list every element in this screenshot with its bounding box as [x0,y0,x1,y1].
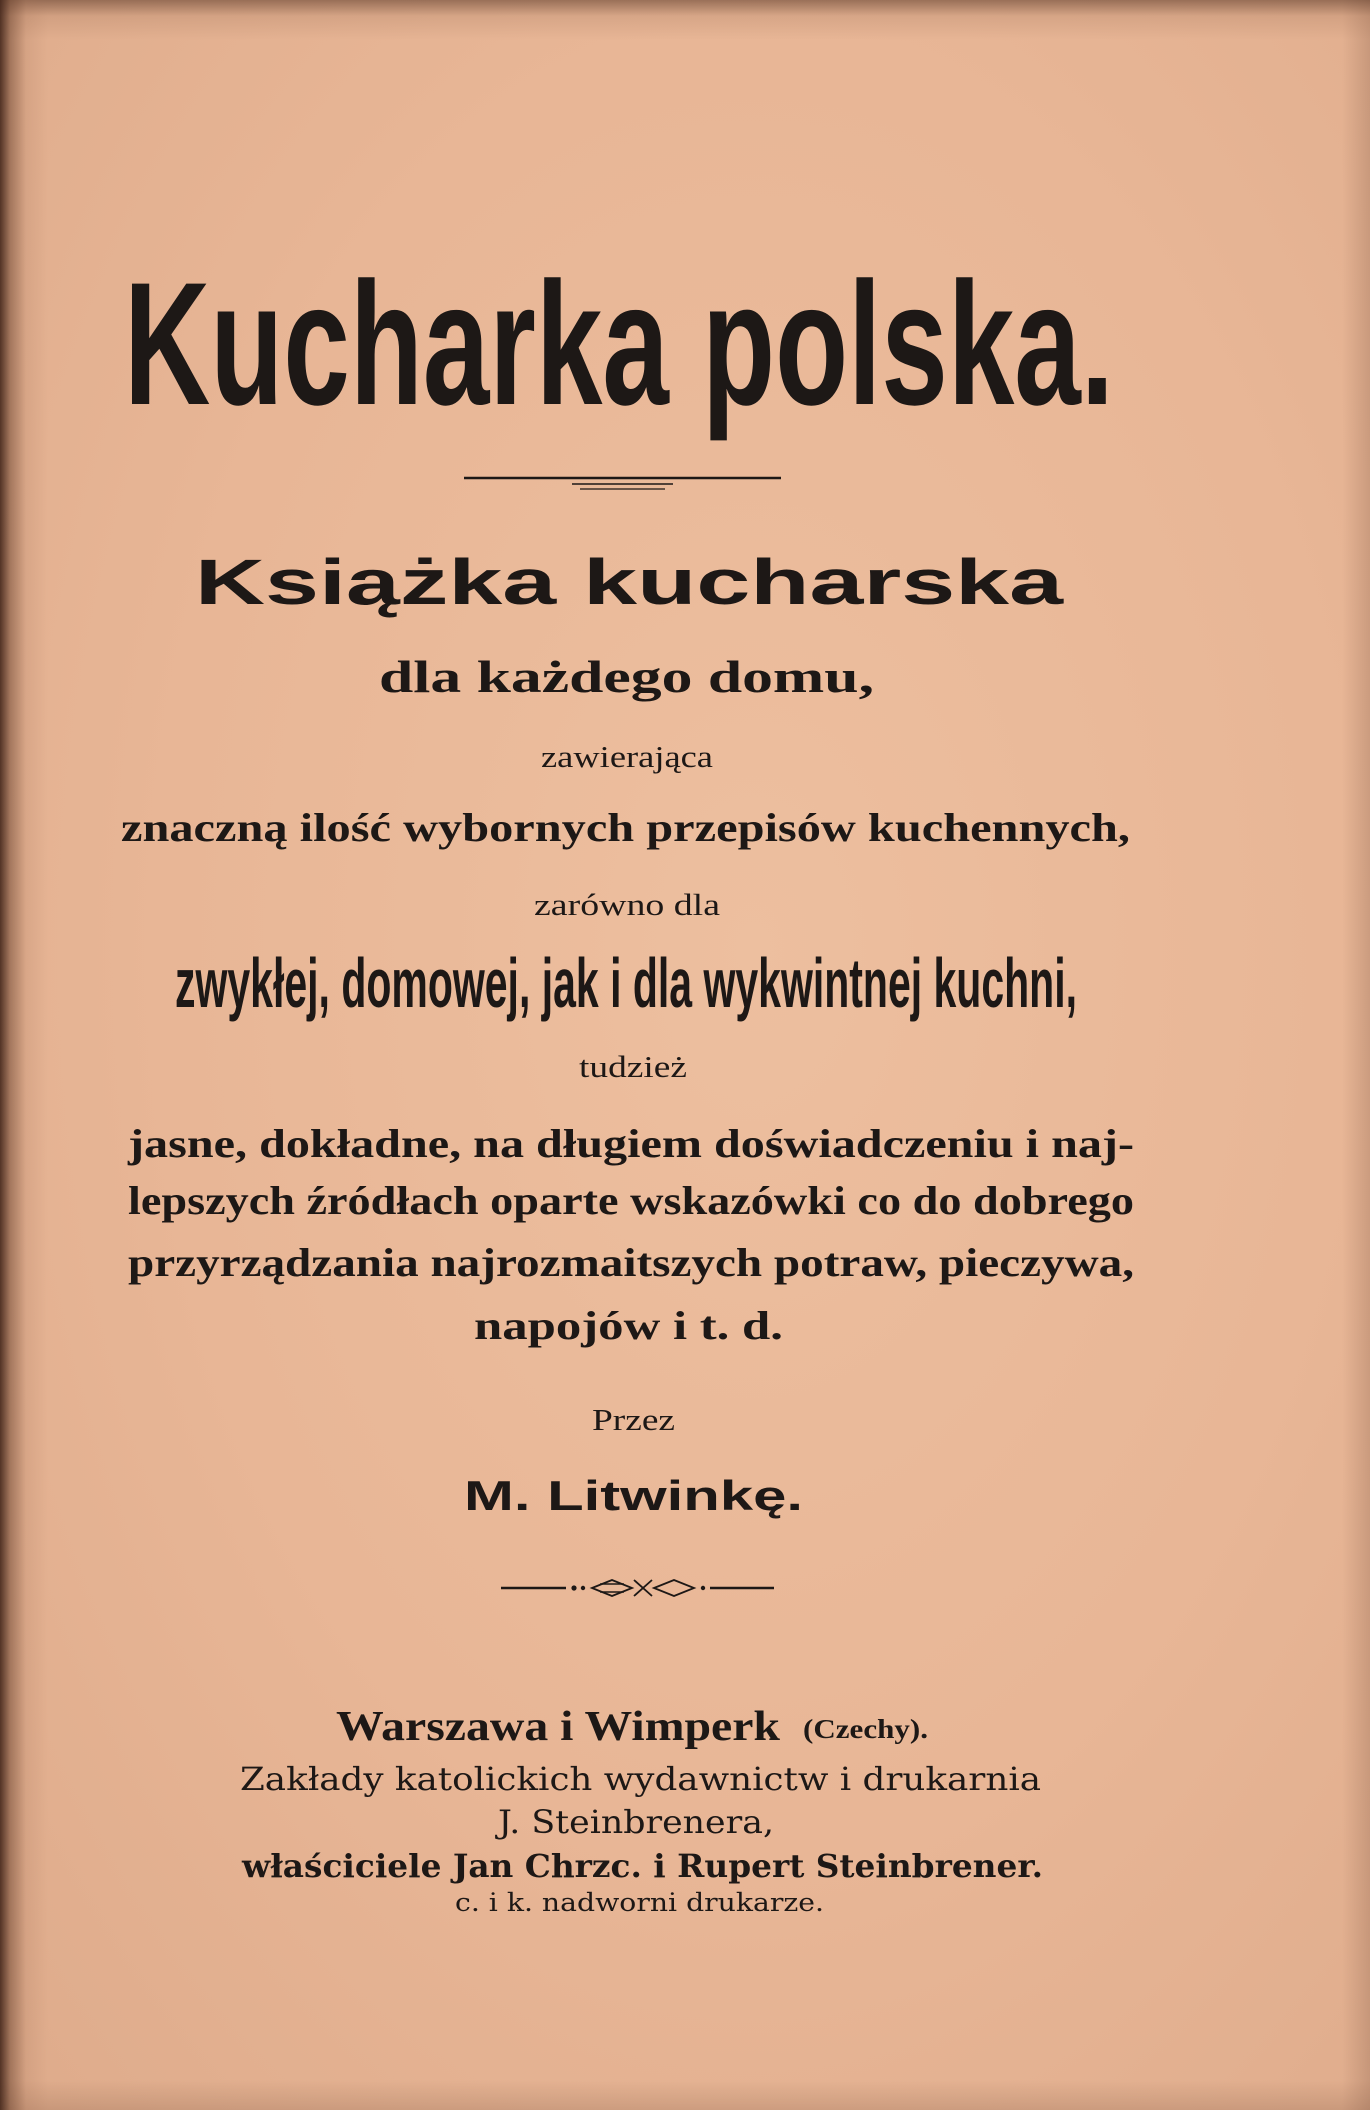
author-prefix: Przez [592,1402,675,1437]
description-cuisine-line: zwykłej, domowej, jak i dla wykwintnej kuchni, [175,944,1077,1022]
description-guidance-line: jasne, dokładne, na długiem doświadczeniu i naj- [126,1121,1135,1166]
imprint-printer: J. Steinbrenera, [494,1803,774,1841]
description-intro: zawierająca [541,739,714,774]
description-guidance-line: napojów i t. d. [474,1303,783,1348]
author-name: M. Litwinkę. [464,1472,803,1519]
imprint-owners: właściciele Jan Chrzc. i Rupert Steinbrener. [240,1847,1044,1885]
description-connector: tudzież [579,1049,687,1084]
book-title: Kucharka polska. [124,247,1114,442]
ornament-divider [501,1580,774,1596]
description-guidance-line: przyrządzania najrozmaitszych potraw, pieczywa, [128,1240,1134,1285]
description-connector: zarówno dla [534,887,721,922]
imprint-place-note: (Czechy). [803,1714,928,1744]
imprint-appointment: c. i k. nadworni drukarze. [455,1888,824,1917]
subtitle-tagline: dla każdego domu, [379,651,874,702]
imprint-place: Warszawa i Wimperk [336,1704,781,1750]
description-guidance-line: lepszych źródłach oparte wskazówki co do dobrego [128,1178,1134,1223]
description-recipes-line: znaczną ilość wybornych przepisów kuchennych, [121,805,1130,850]
title-divider [464,478,781,489]
subtitle: Książka kucharska [195,546,1064,618]
imprint-publisher: Zakłady katolickich wydawnictw i drukarnia [240,1760,1041,1798]
